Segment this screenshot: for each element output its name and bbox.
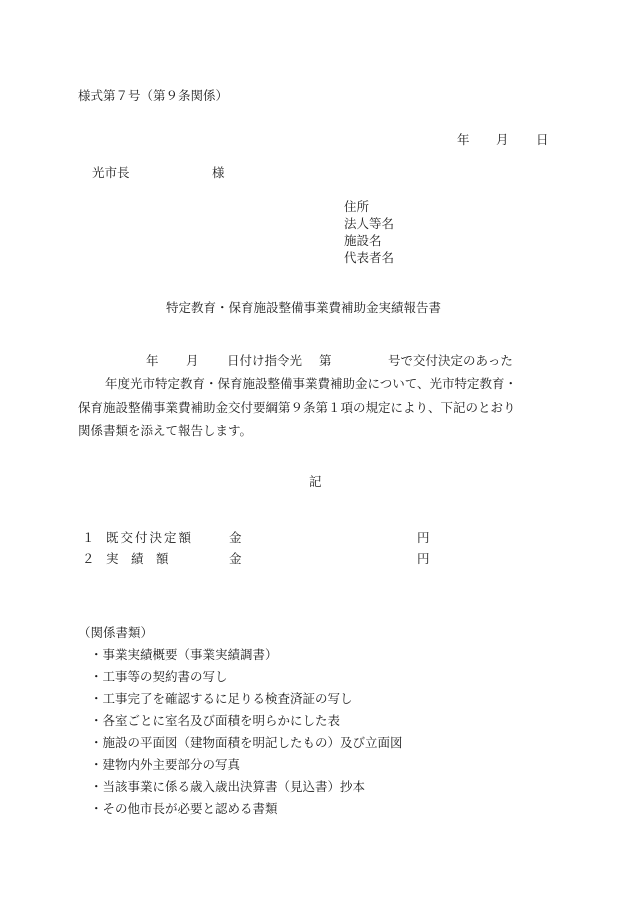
applicant-representative-label: 代表者名 — [344, 250, 395, 265]
item-yen: 円 — [417, 551, 430, 566]
related-doc-item: ・その他市長が必要と認める書類 — [90, 801, 278, 816]
related-doc-item: ・事業実績概要（事業実績調書） — [90, 647, 278, 662]
related-doc-item: ・施設の平面図（建物面積を明記したもの）及び立面図 — [90, 735, 403, 750]
addressee-honorific: 様 — [212, 165, 225, 180]
document-title: 特定教育・保育施設整備事業費補助金実績報告書 — [166, 300, 442, 315]
item-kin: 金 — [229, 551, 242, 566]
related-doc-item: ・当該事業に係る歳入歳出決算書（見込書）抄本 — [90, 779, 366, 794]
item-yen: 円 — [417, 530, 430, 545]
related-doc-item: ・各室ごとに室名及び面積を明らかにした表 — [90, 713, 341, 728]
body-date-ref: 日付け指令光 — [227, 353, 303, 368]
ki-heading: 記 — [309, 474, 322, 489]
body-line1-tail: 号で交付決定のあった — [388, 353, 513, 368]
applicant-address-label: 住所 — [344, 199, 370, 214]
body-month: 月 — [186, 353, 199, 368]
item-label: 既交付決定額 — [106, 530, 194, 545]
body-line4: 関係書類を添えて報告します。 — [78, 423, 253, 438]
body-no: 第 — [319, 353, 332, 368]
item-number: １ — [82, 530, 95, 545]
related-doc-item: ・建物内外主要部分の写真 — [90, 757, 241, 772]
form-number: 様式第７号（第９条関係） — [78, 88, 229, 103]
related-doc-item: ・工事完了を確認するに足りる検査済証の写し — [90, 691, 353, 706]
date-year: 年 — [457, 132, 470, 147]
date-day: 日 — [536, 132, 549, 147]
date-month: 月 — [496, 132, 509, 147]
body-line3: 保育施設整備事業費補助金交付要綱第９条第１項の規定により、下記のとおり — [78, 400, 516, 415]
body-line2: 年度光市特定教育・保育施設整備事業費補助金について、光市特定教育・ — [105, 376, 518, 391]
related-doc-item: ・工事等の契約書の写し — [90, 669, 228, 684]
applicant-corporation-label: 法人等名 — [344, 216, 395, 231]
related-docs-heading: （関係書類） — [78, 625, 154, 640]
item-number: ２ — [82, 551, 95, 566]
item-label: 実 績 額 — [106, 551, 169, 566]
item-kin: 金 — [229, 530, 242, 545]
addressee-title: 光市長 — [92, 165, 130, 180]
applicant-facility-label: 施設名 — [344, 233, 382, 248]
body-year: 年 — [146, 353, 159, 368]
